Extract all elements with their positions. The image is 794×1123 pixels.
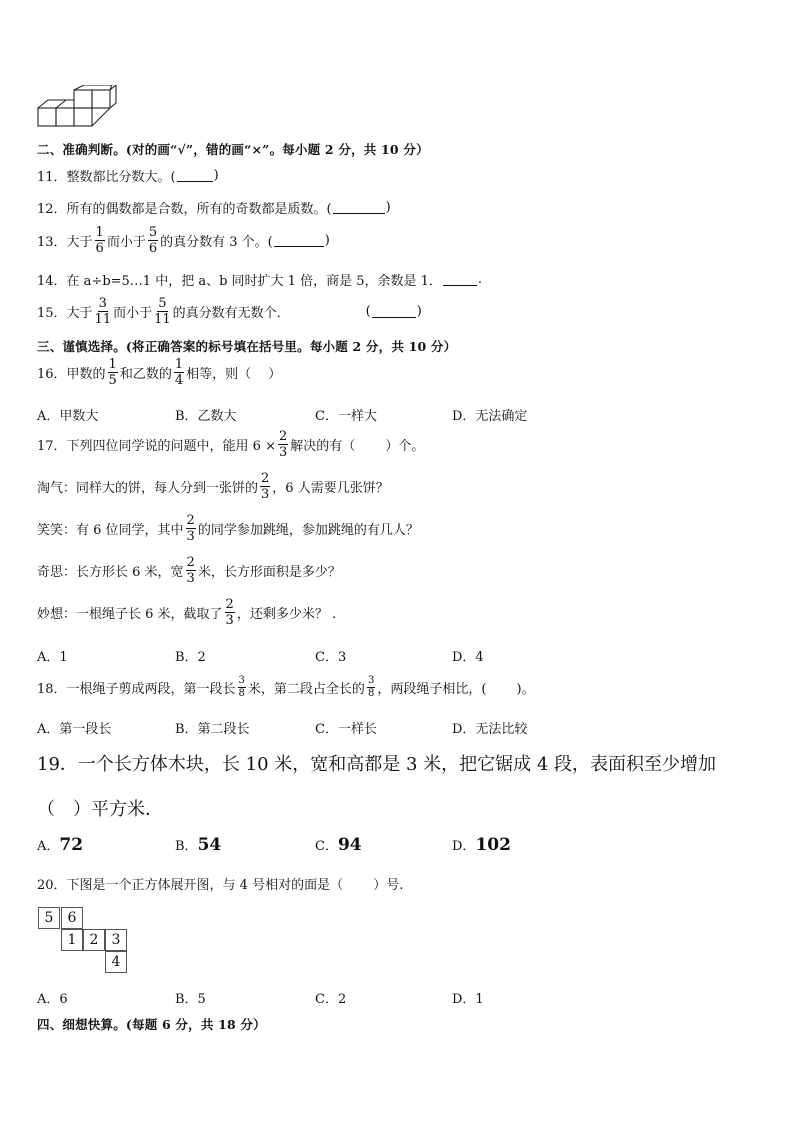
- answer-blank[interactable]: [443, 273, 477, 286]
- net-face-2: 2: [83, 929, 105, 951]
- question-17-statement-2: 笑笑：有 6 位同学，其中 $\frac{2}{3}$ 的同学参加跳绳，参加跳绳的有几人？: [37, 513, 419, 544]
- option-c[interactable]: C．3: [315, 650, 347, 665]
- option-b[interactable]: B．54: [175, 835, 222, 855]
- fraction: $\frac{3}{8}$: [238, 675, 245, 699]
- fraction: $\frac{1}{6}$: [95, 225, 104, 256]
- question-11: 11．整数都比分数大。( ): [37, 168, 219, 185]
- net-face-5: 5: [38, 907, 60, 929]
- question-14: 14．在 a÷b=5…1 中，把 a、b 同时扩大 1 倍，商是 5，余数是 1． .: [37, 272, 483, 289]
- question-16: 16．甲数的 $\frac{1}{5}$ 和乙数的 $\frac{1}{4}$ 相等，则（ ）: [37, 357, 282, 388]
- option-a[interactable]: A．6: [37, 992, 68, 1007]
- question-13: 13．大于 $\frac{1}{6}$ 而小于 $\frac{5}{6}$ 的真分数有 3 个。( ): [37, 225, 330, 256]
- fraction: $\frac{1}{5}$: [108, 357, 117, 388]
- question-12: 12．所有的偶数都是合数，所有的奇数都是质数。( ): [37, 200, 391, 217]
- cube-net-figure: [38, 907, 130, 975]
- option-b[interactable]: B．2: [175, 650, 206, 665]
- net-face-1: 1: [61, 929, 83, 951]
- option-d[interactable]: D．1: [452, 992, 484, 1007]
- option-b[interactable]: B．第二段长: [175, 722, 250, 737]
- question-15: 15．大于 $\frac{3}{11}$ 而小于 $\frac{5}{11}$ 的真分数有无数个． ( ): [37, 296, 422, 327]
- option-c[interactable]: C．94: [315, 835, 362, 855]
- option-d[interactable]: D．无法确定: [452, 409, 528, 424]
- net-face-3: 3: [105, 929, 127, 951]
- net-face-4: 4: [105, 951, 127, 973]
- option-d[interactable]: D．4: [452, 650, 484, 665]
- answer-blank[interactable]: [177, 169, 213, 182]
- question-17-statement-4: 妙想：一根绳子长 6 米，截取了 $\frac{2}{3}$ ，还剩多少米？ .: [37, 597, 337, 628]
- answer-blank[interactable]: [333, 201, 385, 214]
- stacked-cubes-figure: [37, 85, 117, 130]
- fraction: $\frac{3}{8}$: [367, 675, 375, 699]
- fraction: $\frac{5}{11}$: [154, 296, 171, 327]
- option-c[interactable]: C．一样大: [315, 409, 377, 424]
- section-3-heading: 三、谨慎选择。(将正确答案的标号填在括号里。每小题 2 分，共 10 分）: [37, 339, 457, 354]
- option-b[interactable]: B．5: [175, 992, 206, 1007]
- question-19-continued: （ ）平方米．: [37, 799, 163, 820]
- question-17-statement-3: 奇思：长方形长 6 米，宽 $\frac{2}{3}$ 米，长方形面积是多少？: [37, 555, 341, 586]
- answer-blank[interactable]: [274, 234, 324, 247]
- fraction: $\frac{3}{11}$: [94, 296, 112, 327]
- question-18: 18．一根绳子剪成两段，第一段长 $\frac{3}{8}$ 米，第二段占全长的 $\frac{3}{8}$ ，两段绳子相比，( )。: [37, 675, 535, 699]
- question-17: 17．下列四位同学说的问题中，能用 6 × $\frac{2}{3}$ 解决的有（ ）个。: [37, 429, 425, 460]
- option-b[interactable]: B．乙数大: [175, 409, 237, 424]
- fraction: $\frac{2}{3}$: [186, 513, 195, 544]
- section-4-heading: 四、细想快算。(每题 6 分，共 18 分）: [37, 1017, 266, 1032]
- question-17-statement-1: 淘气：同样大的饼，每人分到一张饼的 $\frac{2}{3}$ ，6 人需要几张饼？: [37, 471, 389, 502]
- option-d[interactable]: D．102: [452, 835, 511, 855]
- option-c[interactable]: C．一样长: [315, 722, 377, 737]
- option-d[interactable]: D．无法比较: [452, 722, 528, 737]
- section-2-heading: 二、准确判断。(对的画“√”，错的画“×”。每小题 2 分，共 10 分）: [37, 142, 429, 157]
- fraction: $\frac{5}{6}$: [148, 225, 158, 256]
- option-a[interactable]: A．第一段长: [37, 722, 112, 737]
- option-a[interactable]: A．甲数大: [37, 409, 99, 424]
- question-20: 20．下图是一个正方体展开图，与 4 号相对的面是（ ）号.: [37, 878, 404, 893]
- net-face-6: 6: [61, 907, 83, 929]
- fraction: $\frac{1}{4}$: [174, 357, 184, 388]
- option-c[interactable]: C．2: [315, 992, 347, 1007]
- fraction: $\frac{2}{3}$: [278, 429, 288, 460]
- fraction: $\frac{2}{3}$: [261, 471, 270, 502]
- option-a[interactable]: A．72: [37, 835, 84, 855]
- fraction: $\frac{2}{3}$: [225, 597, 234, 628]
- answer-blank[interactable]: [372, 305, 416, 318]
- option-a[interactable]: A．1: [37, 650, 68, 665]
- fraction: $\frac{2}{3}$: [186, 555, 195, 586]
- question-19: 19．一个长方体木块，长 10 米，宽和高都是 3 米，把它锯成 4 段，表面积至少增加: [37, 754, 717, 775]
